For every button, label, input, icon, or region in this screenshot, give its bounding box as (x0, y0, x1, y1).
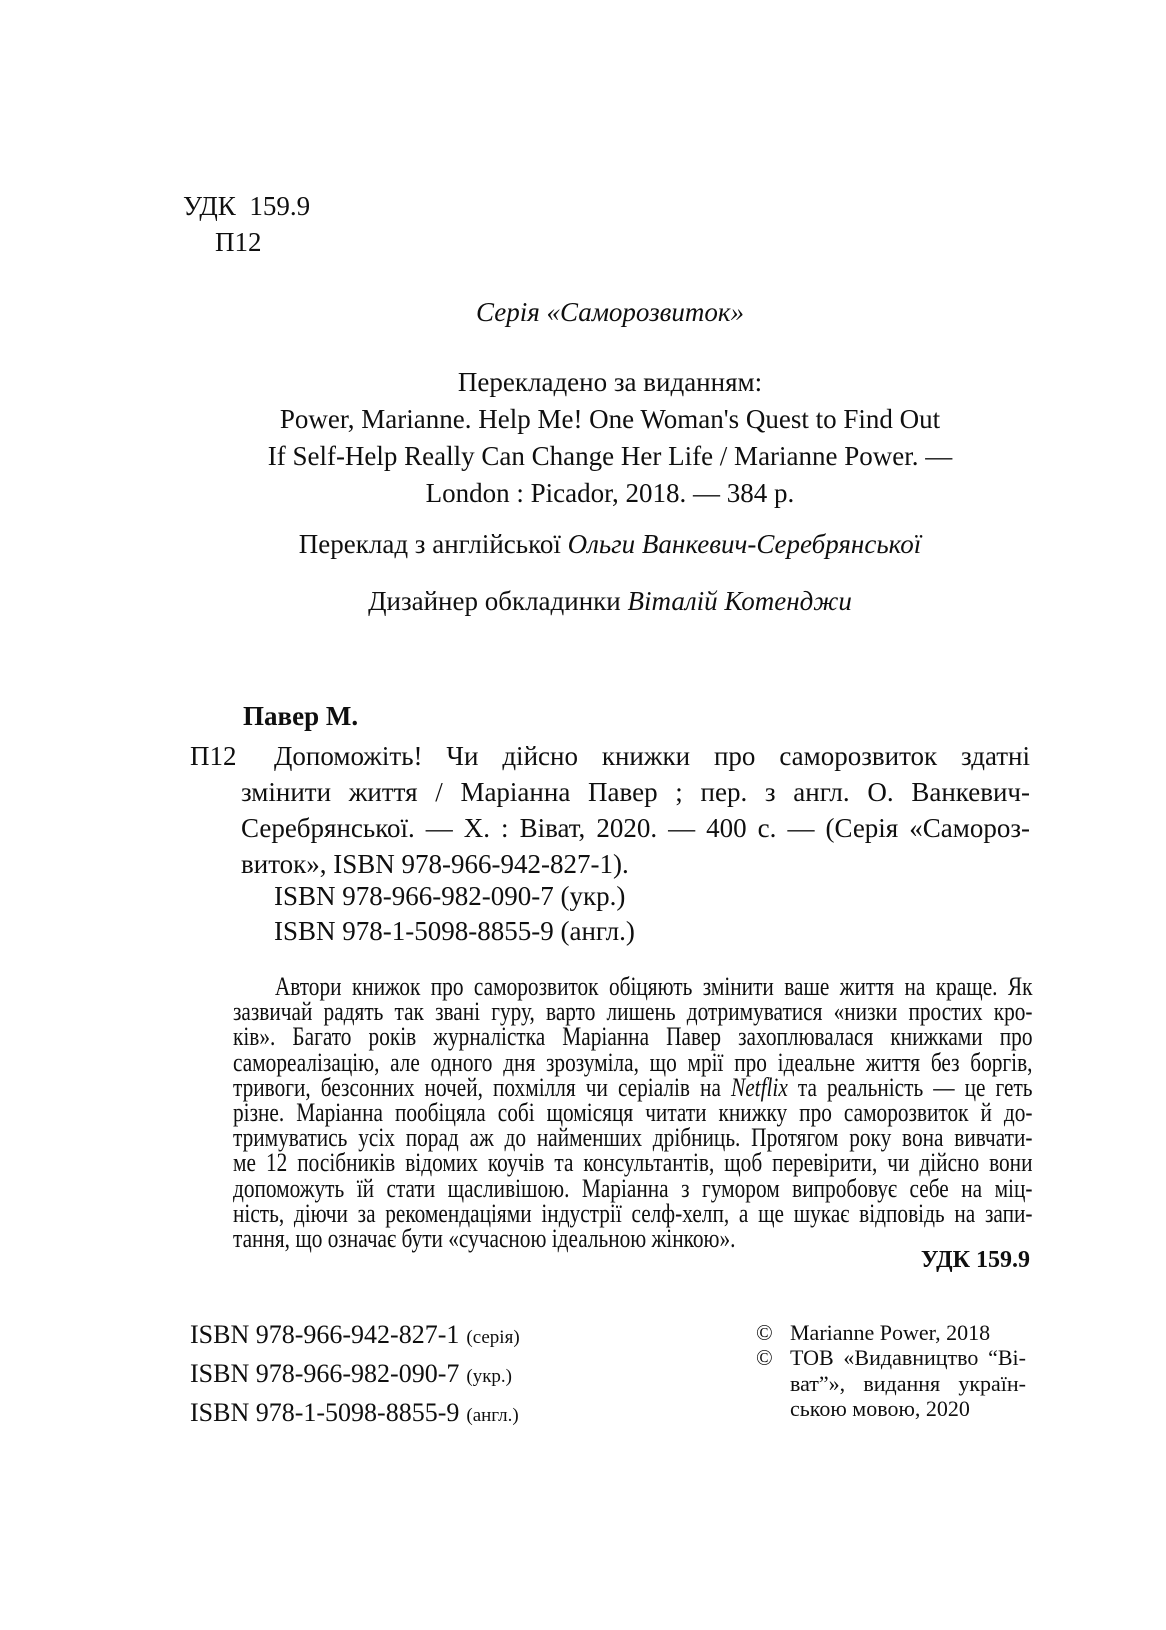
netflix-brand: Netflix (730, 1072, 788, 1102)
catalog-author-heading: Павер М. (243, 701, 359, 731)
annotation-line: тримуватись усіх порад аж до найменших дрібниць. Протягом року вона вивчати- (233, 1123, 1033, 1153)
source-edition-line: London : Picador, 2018. — 384 p. (425, 478, 795, 508)
annotation-line (233, 1072, 1033, 1102)
copyright-line: Marianne Power, 2018 (790, 1320, 991, 1345)
annotation-line: ків». Багато років журналістка Маріанна Павер захоплювалася книжками про (233, 1022, 1033, 1052)
translator-name: Ольги Ванкевич-Серебрянської (567, 529, 922, 559)
isbn-line: ISBN 978-966-982-090-7 (укр.) (274, 881, 626, 911)
catalog-isbn-block (274, 879, 635, 949)
copyright-symbol: © (756, 1320, 773, 1345)
catalog-card (190, 738, 1030, 882)
footer-isbn-line (190, 1356, 520, 1395)
annotation-line: ме 12 посібників відомих коучів та консультантів, щоб перевірити, чи дійсно вони (233, 1148, 1033, 1178)
isbn-code: ISBN 978-1-5098-8855-9 (190, 1398, 460, 1427)
udc-block (183, 188, 310, 260)
udc-number: УДК 159.9 (183, 191, 311, 221)
isbn-code: ISBN 978-966-982-090-7 (190, 1359, 460, 1388)
isbn-note: (англ.) (466, 1405, 519, 1426)
source-edition-line: If Self-Help Really Can Change Her Life / Marianne Power. — (267, 441, 953, 471)
annotation-line: різне. Маріанна пообіцяла собі щомісяця читати книжку про саморозвиток й до- (233, 1098, 1033, 1128)
copyright-symbol: © (756, 1345, 773, 1371)
annotation-line: зазвичай радять так звані гуру, варто лишень дотримуватися «низки простих кро- (233, 997, 1033, 1027)
catalog-card-line: Серебрянської. — Х. : Віват, 2020. — 400 с. — (Серія «Самороз- (241, 813, 1030, 843)
copyright-line: ською мовою, 2020 (790, 1395, 970, 1421)
source-edition-line: Power, Marianne. Help Me! One Woman's Quest to Find Out (279, 404, 941, 434)
annotation-line: самореалізацію, але одного дня зрозуміла, що мрії про ідеальне життя без боргів, (233, 1047, 1033, 1077)
translator-credit (190, 526, 1030, 563)
isbn-note: (укр.) (466, 1366, 513, 1387)
designer-label: Дизайнер обкладинки (368, 586, 628, 616)
series-title: Серія «Саморозвиток» (476, 297, 744, 327)
annotation-text: та реальність — це геть (787, 1072, 1033, 1102)
udc-reference: УДК 159.9 (920, 1247, 1030, 1273)
footer-isbn-line (190, 1395, 520, 1434)
annotation-paragraph (233, 972, 1033, 1254)
copyright-line: ват”», видання україн- (790, 1370, 1026, 1396)
catalog-card-line: Допоможіть! Чи дійсно книжки про саморозвиток здатні (274, 741, 1030, 771)
annotation-text: тривоги, безсонних ночей, похмілля чи серіалів на (233, 1072, 731, 1102)
designer-name: Віталій Котенджи (627, 586, 852, 616)
annotation-line: тання, що означає бути «сучасною ідеальною жінкою». (233, 1224, 736, 1254)
translator-label: Переклад з англійської (298, 529, 568, 559)
isbn-code: ISBN 978-966-942-827-1 (190, 1320, 460, 1349)
cover-designer-credit (190, 583, 1030, 620)
source-edition-block (190, 364, 1030, 512)
copyright-entry (756, 1320, 1026, 1345)
isbn-line: ISBN 978-1-5098-8855-9 (англ.) (274, 916, 635, 946)
catalog-card-line: виток», ISBN 978-966-942-827-1). (241, 849, 629, 879)
copyright-entry (756, 1345, 1026, 1421)
footer-isbn-line (190, 1317, 520, 1356)
catalog-card-line: змінити життя / Маріанна Павер ; пер. з англ. О. Ванкевич- (241, 777, 1030, 807)
annotation-line: допоможуть їй стати щасливішою. Маріанна з гумором випробовує себе на міц- (233, 1173, 1033, 1203)
annotation-line: Автори книжок про саморозвиток обіцяють змінити ваше життя на краще. Як (274, 972, 1033, 1001)
annotation-line: ність, діючи за рекомендаціями індустрії селф-хелп, а ще шукає відповідь на запи- (233, 1198, 1033, 1228)
footer-isbn-list (190, 1317, 520, 1434)
catalog-index-label: П12 (190, 741, 237, 771)
copyright-block (756, 1320, 1026, 1421)
bbk-index: П12 (215, 227, 262, 257)
isbn-note: (серія) (466, 1327, 520, 1348)
source-edition-line: Перекладено за виданням: (457, 367, 763, 397)
copyright-line: ТОВ «Видавництво “Ві- (790, 1345, 1026, 1371)
